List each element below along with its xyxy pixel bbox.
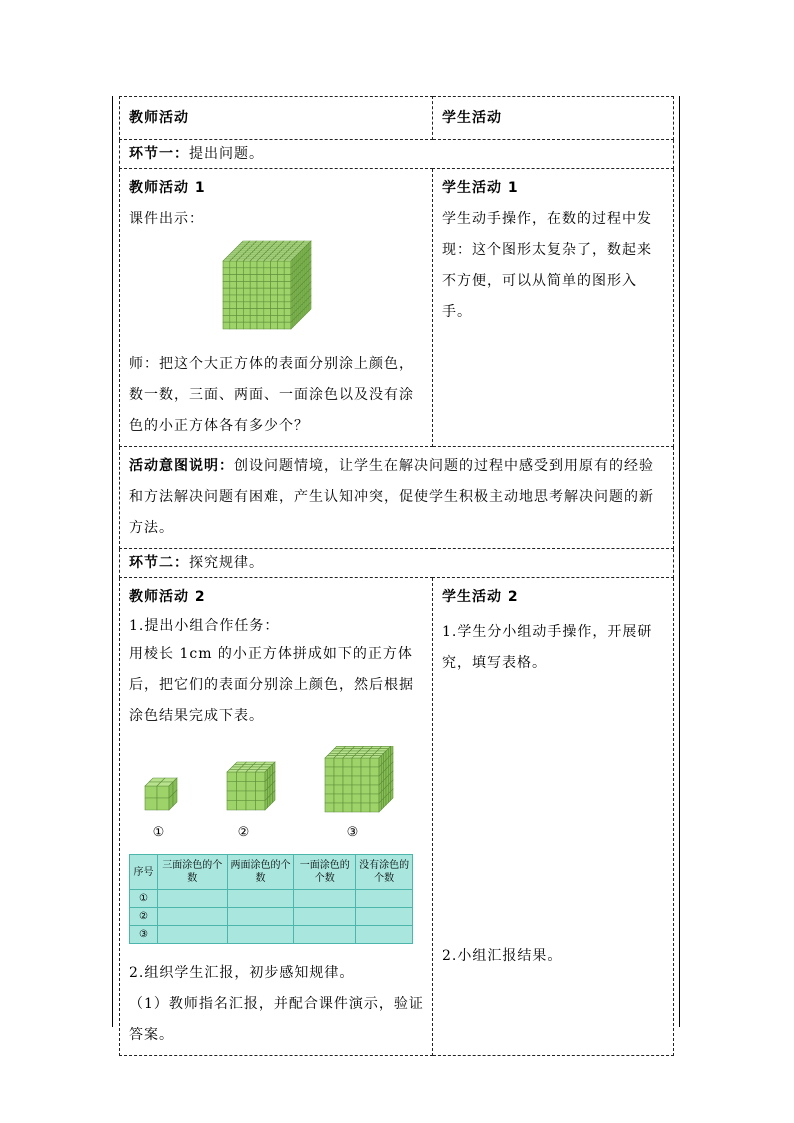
cube-front-cell	[243, 309, 250, 316]
count-table-header-cell: 没有涂色的个数	[356, 855, 413, 890]
cube-front-cell	[223, 268, 230, 275]
cube-front-cell	[271, 268, 278, 275]
count-table-header-cell: 序号	[130, 855, 158, 890]
cube-front-cell	[284, 295, 291, 302]
cube-front-cell	[223, 309, 230, 316]
cube-front-cell	[343, 758, 352, 767]
cube-front-cell	[271, 261, 278, 268]
cube-front-cell	[271, 275, 278, 282]
lesson-table	[119, 96, 674, 1056]
cube-front-cell	[230, 281, 237, 288]
cube-front-cell	[352, 803, 361, 812]
cube-front-cell	[243, 322, 250, 329]
cube-front-cell	[352, 758, 361, 767]
cube-front-cell	[227, 801, 237, 811]
cube-front-cell	[243, 295, 250, 302]
cube-front-cell	[284, 309, 291, 316]
cube-front-cell	[370, 785, 379, 794]
cube-front-cell	[157, 798, 169, 810]
cube-front-cell	[246, 801, 256, 811]
cube-front-cell	[250, 275, 257, 282]
count-cell	[227, 926, 294, 944]
cube-side-cell	[379, 801, 381, 812]
cube-front-cell	[237, 281, 244, 288]
teacher-activity-1-heading: 教师活动 1	[129, 180, 206, 196]
task-title: 1.提出小组合作任务：	[129, 618, 280, 634]
cube-front-cell	[334, 794, 343, 803]
cube-front-cell	[264, 295, 271, 302]
cube-front-cell	[230, 261, 237, 268]
student-activity-2-heading: 学生活动 2	[442, 589, 519, 605]
cube-front-cell	[277, 295, 284, 302]
cube-front-cell	[352, 767, 361, 776]
cube-front-cell	[257, 261, 264, 268]
cube-front-cell	[271, 322, 278, 329]
cube-front-cell	[277, 309, 284, 316]
section2-title: 环节二：探究规律。	[120, 549, 674, 578]
cube-front-cell	[264, 322, 271, 329]
cube-front-cell	[284, 315, 291, 322]
cube-front-cell	[370, 803, 379, 812]
cube-front-cell	[243, 302, 250, 309]
cube-front-cell	[264, 309, 271, 316]
cube-front-cell	[250, 315, 257, 322]
cube-front-cell	[361, 776, 370, 785]
cube-front-cell	[343, 767, 352, 776]
section1-teacher-cell	[120, 169, 433, 447]
cube-front-cell	[284, 281, 291, 288]
cube-front-cell	[271, 295, 278, 302]
section1-title: 环节一：提出问题。	[120, 140, 674, 169]
cube-front-cell	[284, 275, 291, 282]
cube-side-cell	[268, 796, 271, 808]
count-table-header	[130, 855, 413, 890]
header-row	[120, 97, 674, 140]
cube-front-cell	[237, 801, 247, 811]
count-cell	[227, 908, 294, 926]
cube-front-cell	[257, 281, 264, 288]
cube-side-cell	[265, 798, 268, 810]
cube-front-cell	[361, 758, 370, 767]
cube-front-cell	[237, 772, 247, 782]
cube-front-cell	[145, 786, 157, 798]
row-label: ②	[130, 908, 158, 926]
cube-front-cell	[237, 302, 244, 309]
count-cell	[227, 890, 294, 908]
cube-front-cell	[343, 794, 352, 803]
cube-front-cell	[352, 785, 361, 794]
cube-front-cell	[361, 767, 370, 776]
cube-front-cell	[334, 776, 343, 785]
cube-front-cell	[264, 288, 271, 295]
cube-side-cell	[386, 794, 388, 805]
cube-front-cell	[343, 776, 352, 785]
cube-front-cell	[250, 322, 257, 329]
section1-student-cell	[433, 169, 674, 447]
cube-side-cell	[391, 789, 393, 800]
intent-row	[120, 447, 674, 549]
count-cell	[157, 926, 227, 944]
count-table-header-cell: 三面涂色的个数	[157, 855, 227, 890]
count-cell	[356, 926, 413, 944]
cube-front-cell	[325, 776, 334, 785]
report-text: （1）教师指名汇报，并配合课件演示，验证答案。	[129, 996, 424, 1043]
cube-front-cell	[230, 315, 237, 322]
cube-front-cell	[277, 268, 284, 275]
cube-front-cell	[256, 772, 266, 782]
section2-title-row	[120, 549, 674, 578]
cube-front-cell	[230, 322, 237, 329]
cube-front-cell	[325, 794, 334, 803]
student-activity-2-text1: 1.学生分小组动手操作，开展研究，填写表格。	[442, 624, 653, 671]
cube-front-cell	[243, 268, 250, 275]
cube-front-cell	[257, 302, 264, 309]
large-cube-figure	[129, 239, 425, 343]
cube-front-cell	[237, 315, 244, 322]
count-cell	[294, 890, 356, 908]
cube-front-cell	[343, 785, 352, 794]
large-cube-image	[217, 239, 337, 343]
cube-front-cell	[223, 322, 230, 329]
cube-front-cell	[257, 275, 264, 282]
cube-front-cell	[277, 288, 284, 295]
cube-front-cell	[264, 275, 271, 282]
cube-side-cell	[381, 798, 383, 809]
cube-front-cell	[237, 782, 247, 792]
cube-front-cell	[334, 803, 343, 812]
cube-front-cell	[237, 261, 244, 268]
cube-front-cell	[237, 288, 244, 295]
cube-front-cell	[277, 275, 284, 282]
section1-title-row	[120, 140, 674, 169]
cube-front-cell	[257, 295, 264, 302]
cube-front-cell	[284, 268, 291, 275]
cube-front-cell	[277, 302, 284, 309]
count-table-row	[130, 908, 413, 926]
cube-front-cell	[237, 275, 244, 282]
count-table-header-cell: 两面涂色的个数	[227, 855, 294, 890]
cube-front-cell	[271, 302, 278, 309]
cube-front-cell	[334, 785, 343, 794]
cube-front-cell	[243, 281, 250, 288]
cube-front-cell	[250, 295, 257, 302]
cube-front-cell	[325, 767, 334, 776]
cube-front-cell	[243, 315, 250, 322]
cube-front-cell	[243, 275, 250, 282]
cube-front-cell	[230, 275, 237, 282]
cube-side-cell	[270, 793, 273, 805]
cube-front-cell	[277, 322, 284, 329]
cube-front-cell	[250, 281, 257, 288]
cube-front-cell	[250, 302, 257, 309]
cube-front-cell	[257, 309, 264, 316]
cube-front-cell	[325, 758, 334, 767]
student-activity-1-text: 学生动手操作，在数的过程中发现：这个图形太复杂了，数起来不方便，可以从简单的图形入手。	[442, 211, 652, 320]
cube-side-cell	[309, 302, 311, 311]
cube-front-cell	[227, 791, 237, 801]
cube-front-cell	[284, 302, 291, 309]
cube-front-cell	[250, 288, 257, 295]
cube-front-cell	[257, 268, 264, 275]
cube-front-cell	[223, 315, 230, 322]
row-label: ③	[130, 926, 158, 944]
count-cell	[294, 908, 356, 926]
cube-front-cell	[264, 261, 271, 268]
cube-front-cell	[361, 794, 370, 803]
task-text: 用棱长 1cm 的小正方体拼成如下的正方体后，把它们的表面分别涂上颜色，然后根据涂色结果完成下表。	[129, 646, 414, 724]
cube-front-cell	[334, 758, 343, 767]
cube-front-cell	[284, 322, 291, 329]
cube-front-cell	[157, 786, 169, 798]
cube-front-cell	[370, 758, 379, 767]
cube-front-cell	[271, 288, 278, 295]
cube-side-cell	[273, 791, 276, 803]
cube-front-cell	[284, 261, 291, 268]
count-cell	[356, 908, 413, 926]
cube-front-cell	[257, 315, 264, 322]
cube-front-cell	[230, 268, 237, 275]
cube-front-cell	[256, 801, 266, 811]
cube-front-cell	[227, 772, 237, 782]
cube-front-cell	[264, 302, 271, 309]
teacher-question: 师：把这个大正方体的表面分别涂上颜色，数一数，三面、两面、一面涂色以及没有涂色的小正方体各有多少个？	[129, 356, 414, 434]
cube-front-cell	[223, 288, 230, 295]
cube-front-cell	[237, 309, 244, 316]
cube-label-3: ③	[346, 825, 360, 840]
cube-front-cell	[264, 315, 271, 322]
cube-side-cell	[384, 796, 386, 807]
section2-student-cell	[433, 578, 674, 1056]
cube-front-cell	[277, 261, 284, 268]
count-table	[129, 854, 413, 944]
cube-front-cell	[370, 776, 379, 785]
cube-front-cell	[223, 281, 230, 288]
student-activity-2-text2: 2.小组汇报结果。	[442, 948, 563, 964]
cube-front-cell	[250, 268, 257, 275]
cube-front-cell	[223, 275, 230, 282]
report-title: 2.组织学生汇报，初步感知规律。	[129, 965, 355, 981]
cube-front-cell	[352, 776, 361, 785]
cube-front-cell	[277, 315, 284, 322]
cube-front-cell	[223, 302, 230, 309]
cube-label-2: ②	[237, 825, 251, 840]
count-cell	[356, 890, 413, 908]
count-table-row	[130, 890, 413, 908]
intent-text: 创设问题情境，让学生在解决问题的过程中感受到用原有的经验和方法解决问题有困难，产生认知冲突，促使学生积极主动地思考解决问题的新方法。	[129, 458, 654, 536]
cube-front-cell	[264, 268, 271, 275]
section2-teacher-cell	[120, 578, 433, 1056]
cube-front-cell	[145, 798, 157, 810]
cube-front-cell	[264, 281, 271, 288]
cube-front-cell	[237, 268, 244, 275]
cube-front-cell	[246, 791, 256, 801]
cube-front-cell	[325, 803, 334, 812]
cube-front-cell	[246, 772, 256, 782]
header-student: 学生活动	[433, 97, 674, 140]
cube-front-cell	[277, 281, 284, 288]
count-table-row	[130, 926, 413, 944]
cube-front-cell	[343, 803, 352, 812]
small-cubes-figure	[129, 746, 425, 842]
cube-front-cell	[243, 261, 250, 268]
cube-front-cell	[230, 302, 237, 309]
cube-front-cell	[257, 288, 264, 295]
small-cubes-image	[129, 746, 419, 842]
cube-front-cell	[284, 288, 291, 295]
cube-front-cell	[230, 288, 237, 295]
cube-front-cell	[237, 791, 247, 801]
count-table-header-cell: 一面涂色的个数	[294, 855, 356, 890]
cube-front-cell	[271, 315, 278, 322]
header-teacher: 教师活动	[120, 97, 433, 140]
student-activity-1-heading: 学生活动 1	[442, 180, 519, 196]
cube-front-cell	[246, 782, 256, 792]
cube-front-cell	[352, 794, 361, 803]
cube-label-1: ①	[152, 825, 166, 840]
section2-activity-row	[120, 578, 674, 1056]
cube-front-cell	[230, 309, 237, 316]
cube-front-cell	[271, 281, 278, 288]
cube-front-cell	[361, 785, 370, 794]
cube-front-cell	[250, 261, 257, 268]
cube-front-cell	[334, 767, 343, 776]
cube-front-cell	[370, 767, 379, 776]
intent-label: 活动意图说明：	[129, 458, 234, 474]
cube-front-cell	[237, 295, 244, 302]
cube-front-cell	[250, 309, 257, 316]
cube-front-cell	[361, 803, 370, 812]
cube-front-cell	[243, 288, 250, 295]
cube-front-cell	[223, 261, 230, 268]
cube-front-cell	[256, 791, 266, 801]
teacher-activity-2-heading: 教师活动 2	[129, 589, 206, 605]
cube-front-cell	[325, 785, 334, 794]
cube-front-cell	[227, 782, 237, 792]
cube-front-cell	[230, 295, 237, 302]
cube-front-cell	[271, 309, 278, 316]
section1-activity-row	[120, 169, 674, 447]
count-cell	[294, 926, 356, 944]
cube-front-cell	[223, 295, 230, 302]
cube-front-cell	[257, 322, 264, 329]
count-cell	[157, 890, 227, 908]
row-label: ①	[130, 890, 158, 908]
intent-cell	[120, 447, 674, 549]
cube-front-cell	[237, 322, 244, 329]
cube-front-cell	[370, 794, 379, 803]
cube-front-cell	[256, 782, 266, 792]
count-cell	[157, 908, 227, 926]
cube-side-cell	[388, 791, 390, 802]
teacher-activity-1-line: 课件出示：	[129, 211, 204, 227]
